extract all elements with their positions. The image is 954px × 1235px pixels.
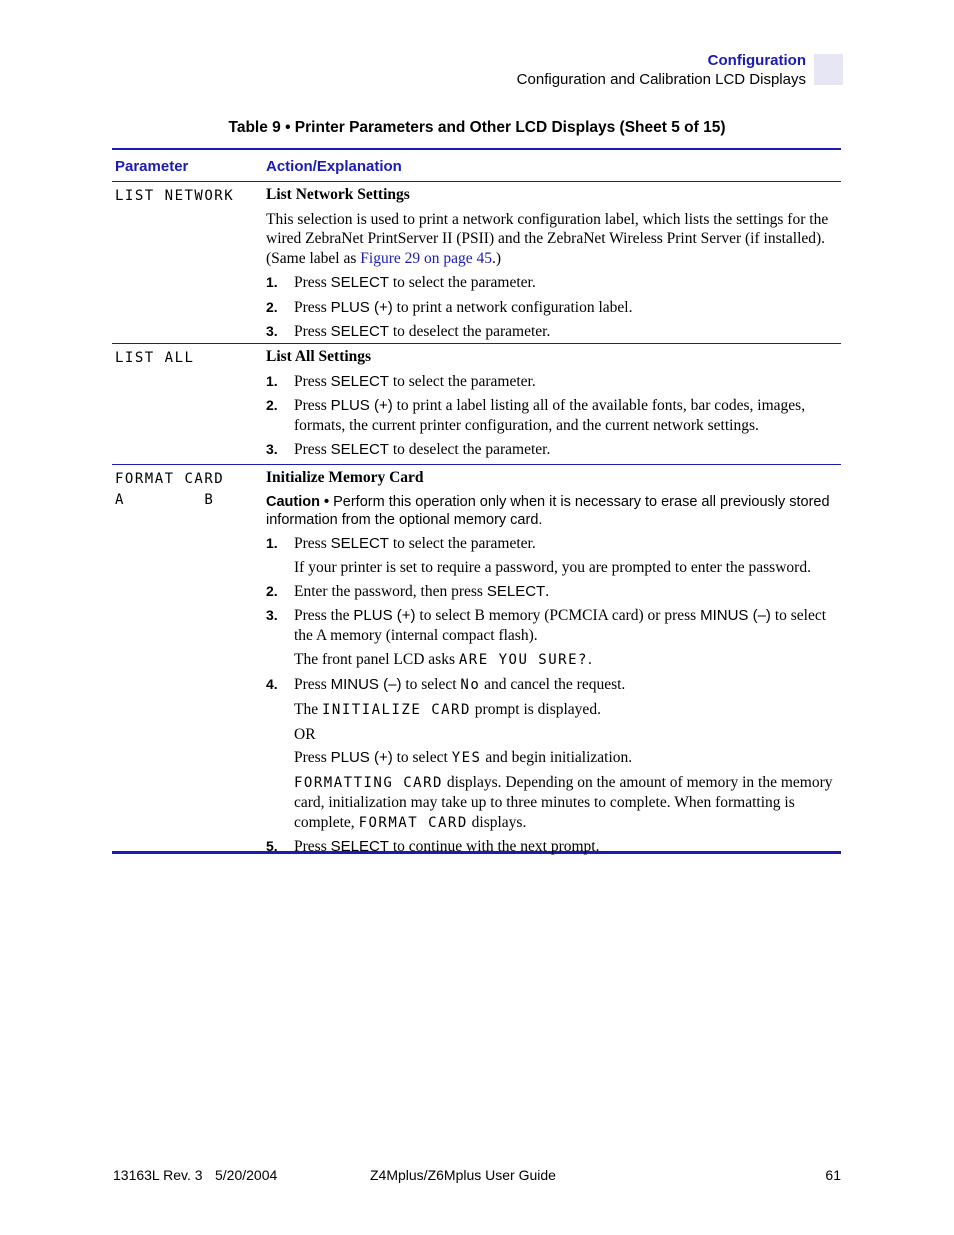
step-item: 2. Press PLUS (+) to print a network configuration label. <box>266 298 633 316</box>
lcd-text: FORMATTING CARD <box>294 774 443 791</box>
action-cell <box>266 344 841 471</box>
step-item: 4. Press MINUS (–) to select No and cancel the request. <box>266 675 626 693</box>
lcd-parameter <box>115 469 224 511</box>
step-note: Press PLUS (+) to select YES and begin initialization. <box>294 749 633 766</box>
table-row <box>112 465 841 854</box>
figure-link[interactable]: Figure 29 on page 45 <box>360 249 492 267</box>
step-item: 3. Press SELECT to deselect the parameter. <box>266 441 551 458</box>
row-heading: List Network Settings <box>266 186 410 203</box>
subsection-title: Configuration and Calibration LCD Displays <box>516 71 806 88</box>
parameter-table <box>112 148 841 854</box>
action-cell <box>266 182 841 353</box>
step-note: The front panel LCD asks ARE YOU SURE?. <box>294 651 592 668</box>
footer-doc-number: 13163L Rev. 3 <box>113 1167 203 1183</box>
lcd-text: No <box>460 676 481 693</box>
lcd-parameter <box>115 348 194 369</box>
row-heading: Initialize Memory Card <box>266 469 424 486</box>
lcd-parameter <box>115 186 234 207</box>
step-item: 1. Press SELECT to select the parameter. <box>266 274 536 291</box>
action-cell <box>266 465 841 868</box>
col-header-parameter: Parameter <box>115 158 189 175</box>
step-item: 1. Press SELECT to select the parameter. <box>266 534 536 552</box>
lcd-line: LIST ALL <box>115 350 195 366</box>
step-note: OR <box>294 725 316 743</box>
step-item: 1. Press SELECT to select the parameter. <box>266 372 536 390</box>
step-note: FORMATTING CARD displays. Depending on the amount of memory in the memory card, initialization may take up to three minutes to complete. When formatting is complete, FORMAT CARD displays. <box>294 773 833 831</box>
lcd-text: ARE YOU SURE? <box>458 652 588 668</box>
table-row <box>112 344 841 465</box>
col-header-action: Action/Explanation <box>266 158 402 175</box>
step-item: 2. Press PLUS (+) to print a label listing all of the available fonts, bar codes, images, formats, the current printer configuration, and the current network settings. <box>266 397 806 434</box>
footer-date: 5/20/2004 <box>215 1167 278 1183</box>
thumb-tab <box>814 54 843 85</box>
lcd-text: FORMAT CARD <box>358 814 468 831</box>
row-heading: List All Settings <box>266 348 372 365</box>
lcd-text: INITIALIZE CARD <box>321 702 471 718</box>
step-note: The INITIALIZE CARD prompt is displayed. <box>294 701 601 718</box>
footer-guide-title: Z4Mplus/Z6Mplus User Guide <box>370 1167 556 1183</box>
table-row <box>112 182 841 344</box>
lcd-line: FORMAT CARD <box>115 471 225 487</box>
step-item: 3. Press the PLUS (+) to select B memory (PCMCIA card) or press MINUS (–) to select the A memory (internal compact flash). <box>266 607 827 644</box>
lcd-line: A B <box>115 492 215 508</box>
step-item: 3. Press SELECT to deselect the parameter. <box>266 323 551 340</box>
step-note: If your printer is set to require a password, you are prompted to enter the password. <box>294 559 811 576</box>
step-item: 5. Press SELECT to continue with the next prompt. <box>266 838 600 855</box>
caution-note: Caution • Perform this operation only when it is necessary to erase all previously stored information from the optional memory card. <box>266 493 830 528</box>
footer-page-number: 61 <box>825 1167 841 1183</box>
caution-label: Caution • <box>266 493 330 510</box>
lcd-text: YES <box>451 750 482 766</box>
lcd-line: LIST NETWORK <box>115 188 235 204</box>
table-title: Table 9 • Printer Parameters and Other LCD Displays (Sheet 5 of 15) <box>228 119 726 136</box>
table-header-row <box>112 150 841 182</box>
step-item: 2. Enter the password, then press SELECT. <box>266 582 550 600</box>
row-description: This selection is used to print a network configuration label, which lists the settings for the wired ZebraNet PrintServer II (PSII) and the ZebraNet Wireless Print Server (if installed). (Same label as Figure 29 on page 45.) <box>266 210 829 267</box>
section-title: Configuration <box>707 52 806 69</box>
